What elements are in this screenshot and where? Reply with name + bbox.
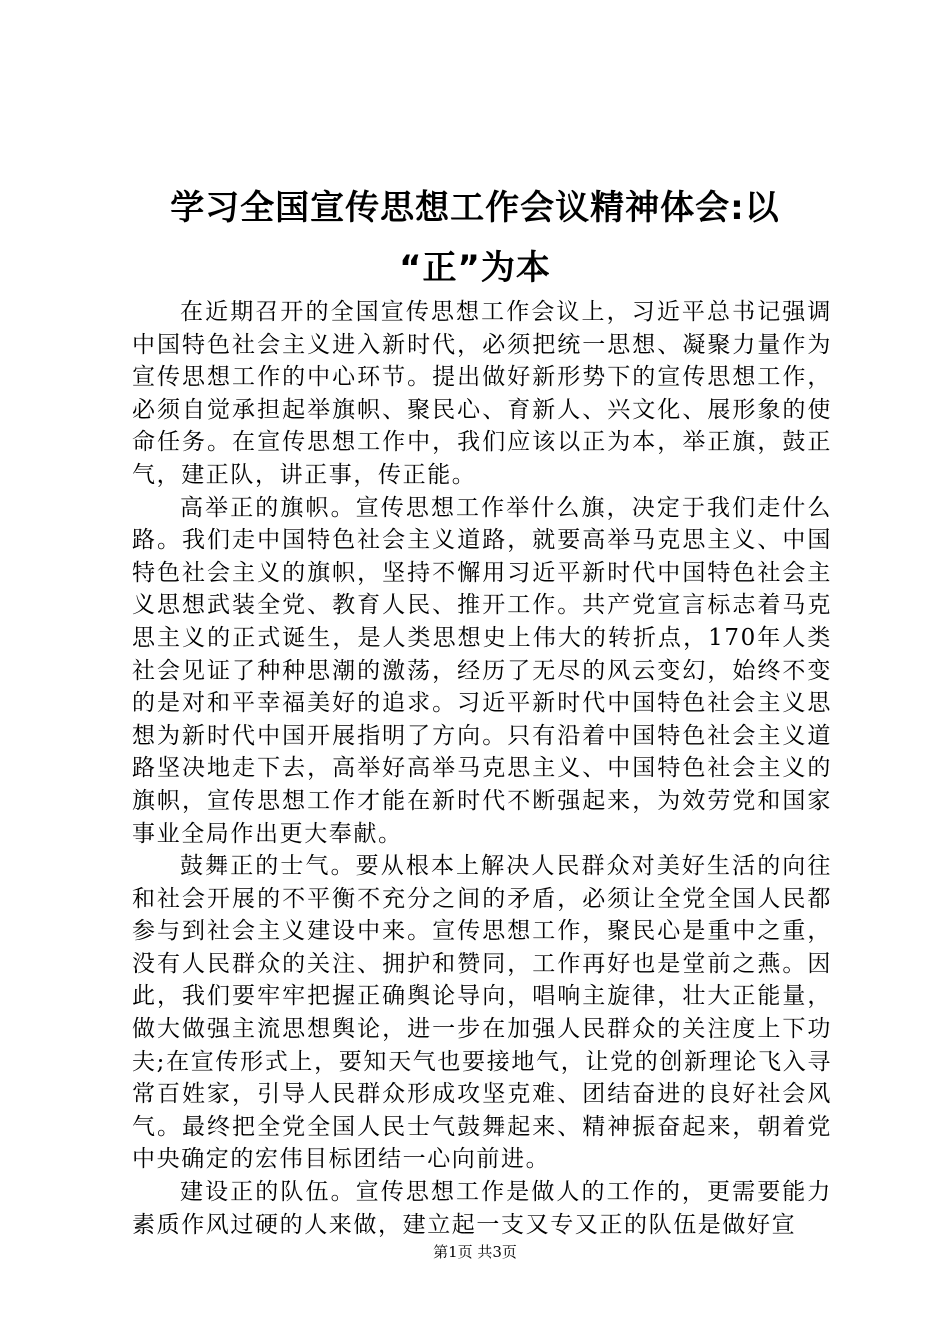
paragraph-intro: 在近期召开的全国宣传思想工作会议上，习近平总书记强调中国特色社会主义进入新时代，必须把统一思想、凝聚力量作为宣传思想工作的中心环节。提出做好新形势下的宣传思想工作，必须自觉承担起举旗帜、聚民心、育新人、兴文化、展形象的使命任务。在宣传思想工作中，我们应该以正为本，举正旗，鼓正气，建正队，讲正事，传正能。 bbox=[132, 299, 832, 488]
document-title-line-1: 学习全国宣传思想工作会议精神体会:以 bbox=[170, 188, 780, 228]
paragraph-team: 建设正的队伍。宣传思想工作是做人的工作的，更需要能力素质作风过硬的人来做，建立起一支又专又正的队伍是做好宣 bbox=[132, 1179, 832, 1238]
page-number-footer: 第1页 共3页 bbox=[433, 1243, 517, 1261]
paragraph-banner: 高举正的旗帜。宣传思想工作举什么旗，决定于我们走什么路。我们走中国特色社会主义道路，就要高举马克思主义、中国特色社会主义的旗帜，坚持不懈用习近平新时代中国特色社会主义思想武装全党、教育人民、推开工作。共产党宣言标志着马克思主义的正式诞生，是人类思想史上伟大的转折点，170年人类社会见证了种种思潮的激荡，经历了无尽的风云变幻，始终不变的是对和平幸福美好的追求。习近平新时代中国特色社会主义思想为新时代中国开展指明了方向。只有沿着中国特色社会主义道路坚决地走下去，高举好高举马克思主义、中国特色社会主义的旗帜，宣传思想工作才能在新时代不断强起来，为效劳党和国家事业全局作出更大奉献。 bbox=[132, 494, 832, 847]
document-body bbox=[132, 296, 832, 1241]
paragraph-morale: 鼓舞正的士气。要从根本上解决人民群众对美好生活的向往和社会开展的不平衡不充分之间的矛盾，必须让全党全国人民都参与到社会主义建设中来。宣传思想工作，聚民心是重中之重，没有人民群众的关注、拥护和赞同，工作再好也是堂前之燕。因此，我们要牢牢把握正确舆论导向，唱响主旋律，壮大正能量，做大做强主流思想舆论，进一步在加强人民群众的关注度上下功夫;在宣传形式上，要知天气也要接地气，让党的创新理论飞入寻常百姓家，引导人民群众形成攻坚克难、团结奋进的良好社会风气。最终把全党全国人民士气鼓舞起来、精神振奋起来，朝着党中央确定的宏伟目标团结一心向前进。 bbox=[132, 853, 832, 1173]
document-title-line-2: “正”为本 bbox=[399, 248, 551, 288]
